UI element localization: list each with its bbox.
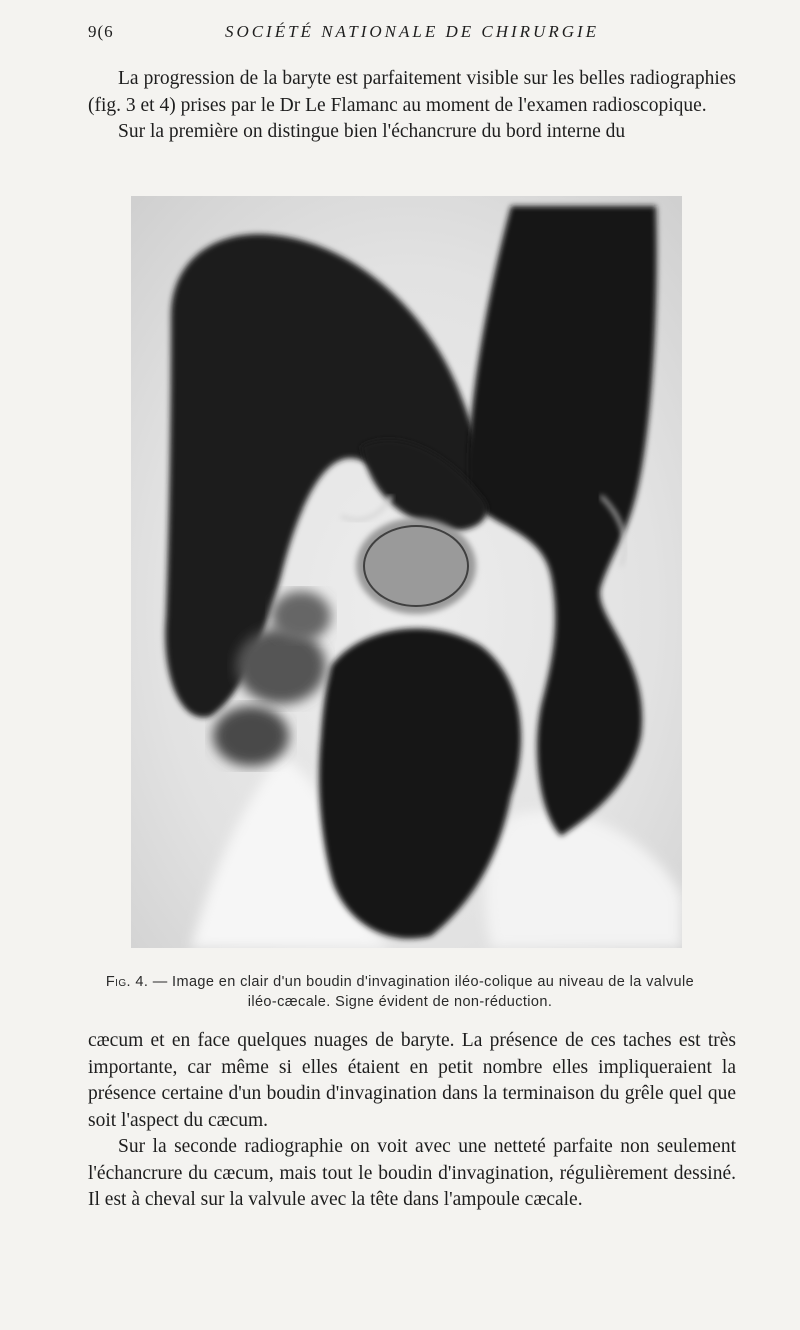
figure-caption-text: — Image en clair d'un boudin d'invagination iléo-colique au niveau de la valvule iléo-cæcale. Signe évident de non-réduction. (148, 974, 695, 1010)
figure-caption (100, 972, 700, 1012)
radiograph-figure (131, 196, 682, 948)
journal-title: SOCIÉTÉ NATIONALE DE CHIRURGIE (224, 22, 600, 41)
radiograph-image (131, 196, 682, 948)
paragraph: La progression de la baryte est parfaitement visible sur les belles radiographies (fig. 3 et 4) prises par le Dr Le Flamanc au moment de l'examen radioscopique. (88, 68, 736, 116)
running-head (88, 20, 736, 46)
paragraph: Sur la première on distingue bien l'échancrure du bord interne du (118, 121, 626, 142)
top-text-block (88, 66, 736, 146)
paragraph: Sur la seconde radiographie on voit avec une netteté parfaite non seulement l'échancrure du cæcum, mais tout le boudin d'invagination, régulièrement dessiné. Il est à cheval sur la valvule avec la tête dans l'ampoule cæcale. (88, 1136, 736, 1210)
page-number: 9(6 (88, 22, 114, 41)
paragraph: cæcum et en face quelques nuages de baryte. La présence de ces taches est très importante, car même si elles étaient en petit nombre elles impliqueraient la présence certaine d'un boudin d'invagination dans la terminaison du grêle quel que soit l'aspect du cæcum. (88, 1030, 736, 1131)
figure-label: Fig. 4. (105, 974, 149, 990)
bottom-text-block (88, 1028, 736, 1214)
